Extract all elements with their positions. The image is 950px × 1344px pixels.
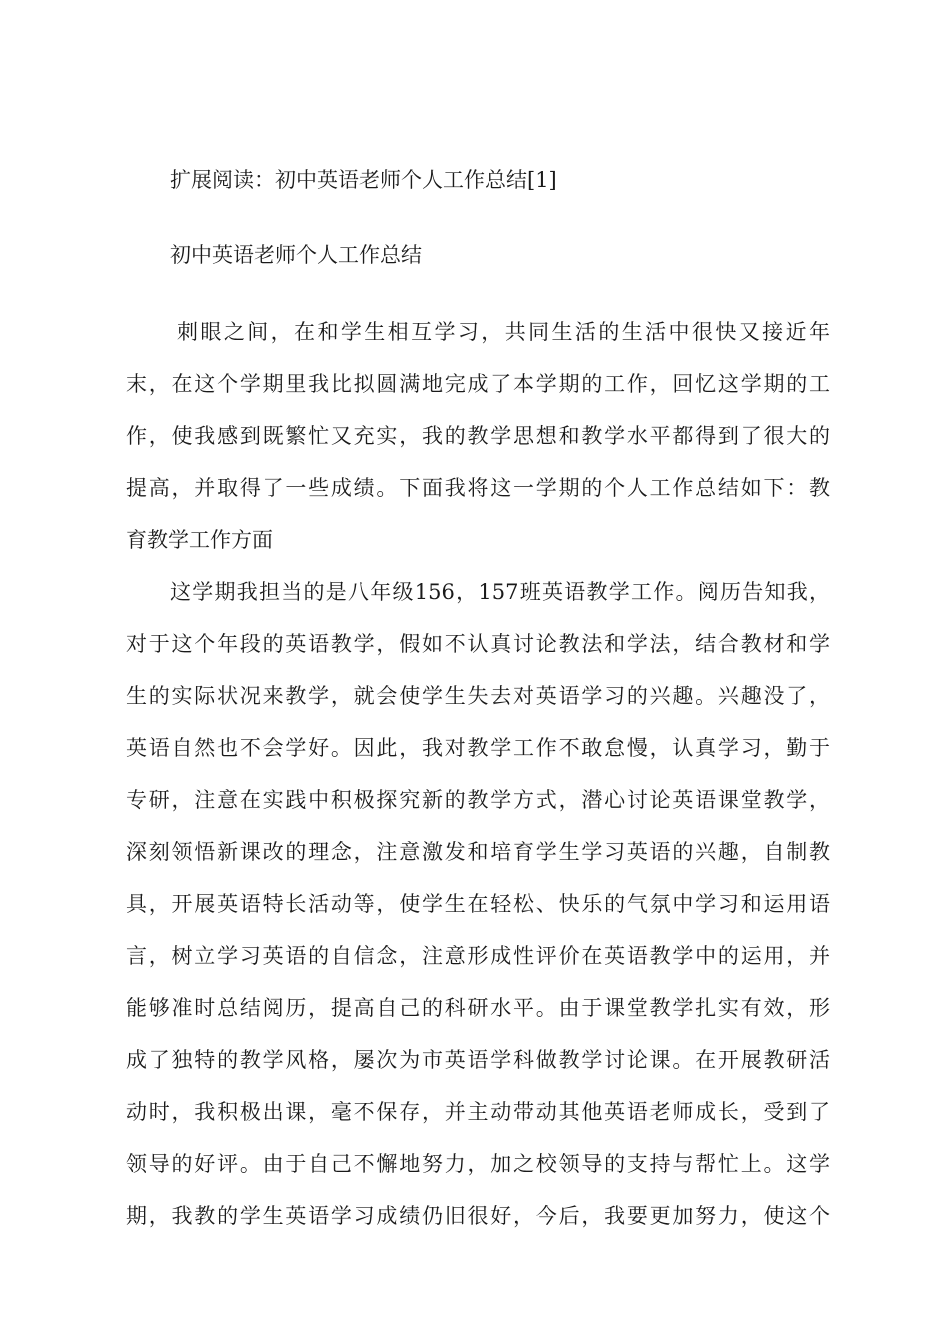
paragraph-line: 深刻领悟新课改的理念，注意激发和培育学生学习英语的兴趣，自制教 [126,840,830,864]
paragraph-line: 末，在这个学期里我比拟圆满地完成了本学期的工作，回忆这学期的工 [126,372,830,396]
paragraph-line: 对于这个年段的英语教学，假如不认真讨论教法和学法，结合教材和学 [126,632,830,656]
paragraph-line: 具，开展英语特长活动等，使学生在轻松、快乐的气氛中学习和运用语 [126,892,830,916]
paragraph-line: 育教学工作方面 [126,528,273,552]
paragraph-line: 作，使我感到既繁忙又充实，我的教学思想和教学水平都得到了很大的 [126,424,830,448]
paragraph-line: 专研，注意在实践中积极探究新的教学方式，潜心讨论英语课堂教学， [126,788,830,812]
paragraph-line: 言，树立学习英语的自信念，注意形成性评价在英语教学中的运用，并 [126,944,830,968]
paragraph-line: 领导的好评。由于自己不懈地努力，加之校领导的支持与帮忙上。这学 [126,1152,830,1176]
paragraph-line: 生的实际状况来教学，就会使学生失去对英语学习的兴趣。兴趣没了， [126,684,830,708]
paragraph-line: 这学期我担当的是八年级156，157班英语教学工作。阅历告知我， [170,580,830,604]
document-title: 初中英语老师个人工作总结 [170,243,422,267]
paragraph-line: 期，我教的学生英语学习成绩仍旧很好，今后，我要更加努力，使这个 [126,1204,830,1228]
paragraph-line: 能够准时总结阅历，提高自己的科研水平。由于课堂教学扎实有效，形 [126,996,830,1020]
paragraph-line: 成了独特的教学风格，屡次为市英语学科做教学讨论课。在开展教研活 [126,1048,830,1072]
extended-reading-heading: 扩展阅读：初中英语老师个人工作总结[1] [170,168,557,192]
paragraph-line: 动时，我积极出课，毫不保存，并主动带动其他英语老师成长，受到了 [126,1100,830,1124]
paragraph-line: 刺眼之间，在和学生相互学习，共同生活的生活中很快又接近年 [177,320,830,344]
paragraph-line: 英语自然也不会学好。因此，我对教学工作不敢怠慢，认真学习，勤于 [126,736,830,760]
paragraph-line: 提高，并取得了一些成绩。下面我将这一学期的个人工作总结如下：教 [126,476,830,500]
